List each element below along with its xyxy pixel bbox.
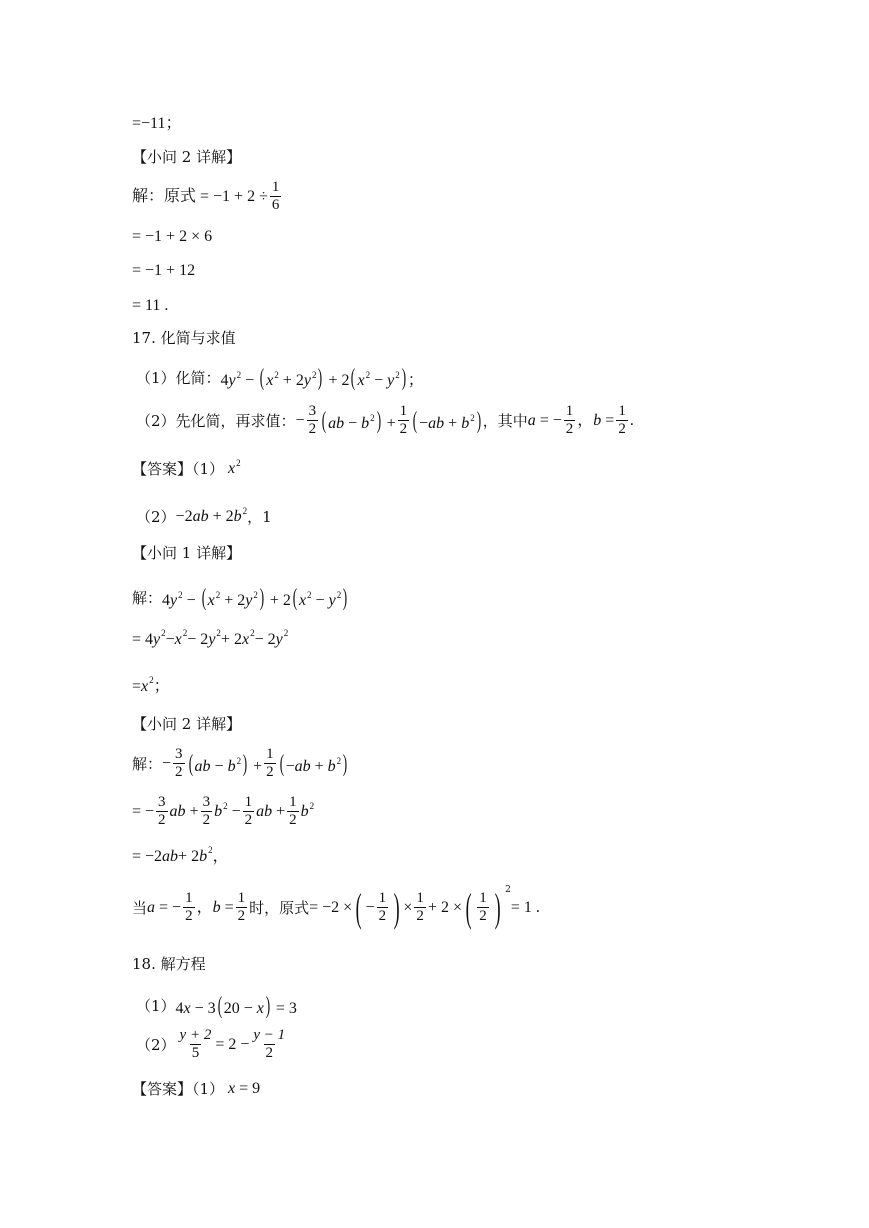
fraction: $\frac{1}{2}$ (266, 746, 274, 780)
step-line: = − $\frac{3}{2}$ ab + $\frac{3}{2}$ $b^2$ − $\frac{1}{2}$ ab + $\frac{1}{2}$ $b^2$ (132, 794, 315, 828)
solution-text: 解：原式 = −1 + 2 ÷ (132, 188, 268, 205)
expression: x = 9 (228, 1080, 261, 1097)
question-part (136, 994, 297, 1018)
fraction: $\frac{1}{2}$ (565, 403, 574, 437)
part-label: （2） (136, 507, 176, 526)
fraction: $\frac{1}{2}$ (378, 890, 387, 924)
solution-label: 解： (132, 588, 163, 607)
solution-line: 解： − $\frac{3}{2}$ ( ab − $b^2$) + $\frac{1}{2}$ ( $-ab + b^2$) (132, 746, 348, 780)
fraction: $\frac{1}{2}$ (399, 403, 408, 437)
part-label: （2）先化简，再求值： (136, 411, 296, 430)
fraction: $\frac{y - 1}{2}$ (253, 1027, 286, 1061)
fraction: $\frac{1}{2}$ (237, 890, 246, 924)
answer-label: 【答案】（1） (132, 1079, 225, 1098)
solution-label: 解： (132, 754, 163, 773)
question-part: （2）先化简，再求值： − $\frac{3}{2}$ ( ab − $b^2$) + $\frac{1}{2}$ ( $-ab + b^2$) ，其中 a = − $\frac{1}{2}$ ，b = $\frac{1}{2}$ . (136, 403, 634, 437)
solution-line (132, 586, 349, 610)
step-line: = −1 + 2 × 6 (132, 228, 213, 245)
step-line: = −1 + 12 (132, 262, 196, 279)
fraction: $\frac{y + 2}{5}$ (179, 1027, 212, 1061)
fraction: $\frac{3}{2}$ (158, 794, 166, 828)
expression: 4x − 3( 20 − x) = 3 (175, 993, 297, 1019)
expression: $x^2$ (228, 458, 241, 477)
evaluation-label: 当 (132, 898, 148, 917)
step-line: = x $^2$ ； (132, 674, 170, 695)
fraction: $\frac{3}{2}$ (202, 794, 211, 828)
solution-line (132, 180, 283, 214)
fraction: $\frac{1}{2}$ (289, 794, 297, 828)
section-header: 【小问 2 详解】 (132, 148, 242, 166)
section-header: 【小问 2 详解】 (132, 715, 242, 733)
evaluation-text: 时，原式 (249, 898, 310, 917)
expression: $4y^2$ − ( $x^2 + 2y^2) + 2$( $x^2 - y^2$) (162, 585, 348, 611)
answer-value: ，1 (247, 507, 272, 526)
section-header: 【小问 1 详解】 (132, 544, 242, 562)
question-title: 18. 解方程 (132, 955, 206, 973)
expression: a = − (527, 412, 562, 429)
answer-label: 【答案】（1） (132, 459, 225, 478)
question-part (136, 366, 424, 390)
condition-text: ，其中 (482, 411, 528, 430)
answer-line (136, 506, 272, 526)
question-part: （2） $\frac{y + 2}{5}$ = 2 − $\frac{y - 1}{2}$ (136, 1027, 286, 1061)
part-label: （1）化简： (136, 368, 221, 387)
step-line: = 4 y $^2$ − x $^2$ − 2 y $^2$ + 2 x $^2$ − 2 y $^2$ (132, 627, 289, 648)
expression: − (295, 412, 305, 429)
evaluation-line: 当 a = − $\frac{1}{2}$ ，b = $\frac{1}{2}$ 时，原式 = −2 × ( − $\frac{1}{2}$ ) × $\frac{1}{2}$ + 2 × ( $\frac{1}{2}$ ) $^2$ = 1 . (132, 884, 540, 930)
fraction: $\frac{1}{2}$ (479, 890, 487, 924)
part-label: （2） (136, 1035, 176, 1054)
part-label: （1） (136, 996, 176, 1015)
fraction: $\frac{1}{2}$ (244, 794, 253, 828)
result-line: =−11； (132, 115, 182, 132)
expression: $4y^2$ − ( $x^2 + 2y^2) + 2$( $x^2 - y^2$) ； (220, 365, 424, 391)
expression: $-2ab + 2b^2$ (175, 506, 248, 525)
step-line: = 11 . (132, 297, 169, 314)
fraction: $\frac{3}{2}$ (175, 746, 183, 780)
expression: ( $-ab + b^2$) (412, 408, 481, 434)
fraction: $\frac{1}{6}$ (271, 179, 280, 213)
answer-line (132, 1081, 260, 1097)
question-title: 17. 化简与求值 (132, 329, 236, 347)
fraction: $\frac{1}{2}$ (185, 890, 193, 924)
fraction: $\frac{1}{2}$ (416, 890, 424, 924)
fraction: $\frac{1}{2}$ (618, 403, 626, 437)
expression: ( ab − $b^2$) + (321, 408, 396, 434)
answer-line (132, 458, 241, 478)
fraction: $\frac{3}{2}$ (308, 403, 317, 437)
step-line: = −2 ab + 2 b $^2$ ， (132, 844, 229, 865)
